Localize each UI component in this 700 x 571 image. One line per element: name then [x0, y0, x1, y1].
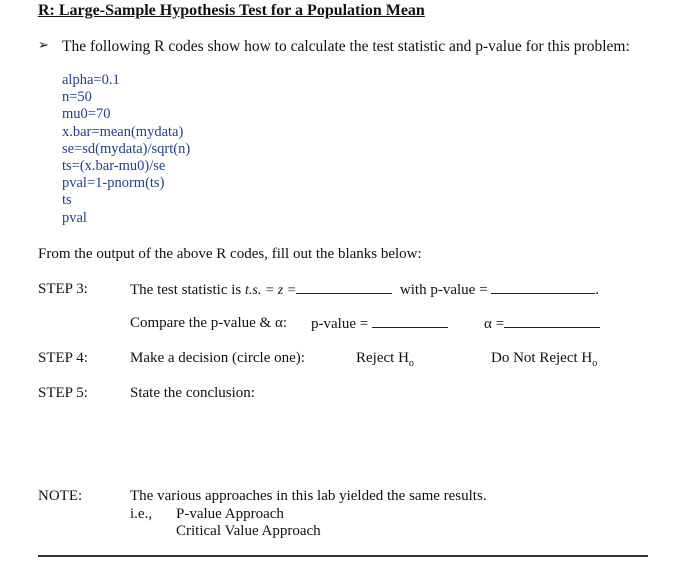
code-line: mu0=70 [62, 106, 111, 123]
step4-text: Make a decision (circle one): [130, 350, 305, 366]
code-line: n=50 [62, 89, 92, 106]
compare-pvalue-blank[interactable] [372, 315, 448, 328]
page-title: R: Large-Sample Hypothesis Test for a Population Mean [38, 2, 425, 19]
note-approach1: P-value Approach [176, 506, 284, 522]
test-statistic-symbol: t.s. = z = [244, 283, 297, 298]
do-not-reject-option[interactable] [491, 350, 597, 369]
do-not-reject-label: Do Not Reject H [491, 350, 593, 366]
compare-text: Compare the p-value & α: [130, 315, 287, 331]
step4-label: STEP 4: [38, 350, 88, 366]
reject-option[interactable] [356, 350, 414, 369]
step3-text: The test statistic is [130, 282, 242, 298]
step3-line [130, 281, 599, 299]
code-line: ts=(x.bar-mu0)/se [62, 158, 166, 175]
note-line1: The various approaches in this lab yielded the same results. [130, 488, 487, 504]
step5-label: STEP 5: [38, 385, 88, 401]
compare-pvalue-label: p-value = [311, 316, 369, 332]
with-pvalue-label: with p-value = [399, 282, 488, 298]
pvalue-blank[interactable] [491, 281, 595, 294]
compare-alpha-blank[interactable] [504, 315, 600, 328]
compare-alpha-label: α = [484, 316, 505, 332]
r-code-block [62, 72, 190, 227]
do-not-reject-subscript: o [592, 358, 598, 369]
step3-label: STEP 3: [38, 281, 88, 297]
bullet-text: The following R codes show how to calculate the test statistic and p-value for this problem: [62, 38, 630, 55]
step5-text: State the conclusion: [130, 385, 255, 401]
code-line: pval=1-pnorm(ts) [62, 175, 165, 192]
bullet-item [38, 38, 630, 56]
reject-label: Reject H [356, 350, 409, 366]
reject-subscript: o [408, 358, 414, 369]
code-line: x.bar=mean(mydata) [62, 123, 184, 140]
instruction-text: From the output of the above R codes, fill out the blanks below: [38, 246, 422, 262]
note-approach2: Critical Value Approach [176, 523, 321, 539]
note-ie: i.e., [130, 506, 153, 522]
period: . [595, 282, 600, 298]
compare-alpha [484, 315, 600, 333]
test-statistic-blank[interactable] [296, 281, 392, 294]
compare-pvalue [311, 315, 448, 333]
code-line: se=sd(mydata)/sqrt(n) [62, 140, 191, 157]
arrow-bullet-icon: ➢ [38, 38, 49, 53]
code-line: pval [62, 209, 87, 226]
note-label: NOTE: [38, 488, 83, 504]
code-line: alpha=0.1 [62, 72, 120, 88]
code-line: ts [62, 192, 72, 209]
bottom-rule [38, 555, 648, 557]
